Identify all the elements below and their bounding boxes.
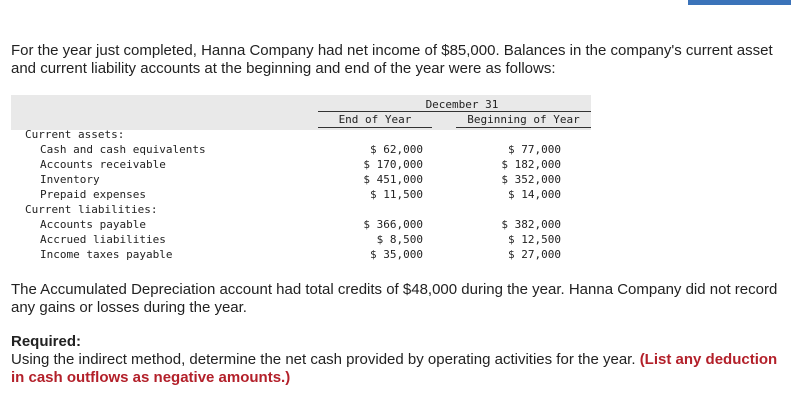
required-text: Using the indirect method, determine the net cash provided by operating activities for the year. xyxy=(11,351,636,368)
begin-column-rule xyxy=(456,127,591,128)
intro-paragraph: For the year just completed, Hanna Company had net income of $85,000. Balances in the company's current asset and current liability accounts at the beginning and end of the year were as follows: xyxy=(11,42,773,77)
end-value: $ 35,000 xyxy=(370,248,423,261)
end-column-rule xyxy=(318,127,432,128)
row-label: Cash and cash equivalents xyxy=(40,143,206,156)
accumulated-depreciation-paragraph: The Accumulated Depreciation account had total credits of $48,000 during the year. Hanna Company did not record any gains or losses during the year. xyxy=(11,281,778,316)
begin-value: $ 352,000 xyxy=(501,173,561,186)
column-header-begin: Beginning of Year xyxy=(467,113,580,126)
row-label: Accounts payable xyxy=(40,218,146,231)
row-label: Inventory xyxy=(40,173,100,186)
end-value: $ 451,000 xyxy=(363,173,423,186)
section-label-current-assets: Current assets: xyxy=(25,128,125,141)
header-rule xyxy=(318,111,591,112)
begin-value: $ 14,000 xyxy=(508,188,561,201)
row-label: Accrued liabilities xyxy=(40,233,166,246)
top-accent-bar xyxy=(688,0,791,5)
row-label: Accounts receivable xyxy=(40,158,166,171)
column-header-end: End of Year xyxy=(338,113,412,126)
begin-value: $ 27,000 xyxy=(508,248,561,261)
end-value: $ 11,500 xyxy=(370,188,423,201)
row-label: Prepaid expenses xyxy=(40,188,146,201)
begin-value: $ 382,000 xyxy=(501,218,561,231)
row-label: Income taxes payable xyxy=(40,248,173,261)
required-note: (List any deduction in cash outflows as negative amounts.) xyxy=(11,351,778,386)
end-value: $ 8,500 xyxy=(376,233,423,246)
begin-value: $ 182,000 xyxy=(501,158,561,171)
end-value: $ 170,000 xyxy=(363,158,423,171)
balances-table xyxy=(11,95,591,265)
section-label-current-liabilities: Current liabilities: xyxy=(25,203,158,216)
end-value: $ 366,000 xyxy=(363,218,423,231)
begin-value: $ 77,000 xyxy=(508,143,561,156)
begin-value: $ 12,500 xyxy=(508,233,561,246)
end-value: $ 62,000 xyxy=(370,143,423,156)
required-paragraph xyxy=(11,351,783,387)
group-header-december: December 31 xyxy=(425,98,499,111)
required-heading: Required: xyxy=(11,333,82,350)
